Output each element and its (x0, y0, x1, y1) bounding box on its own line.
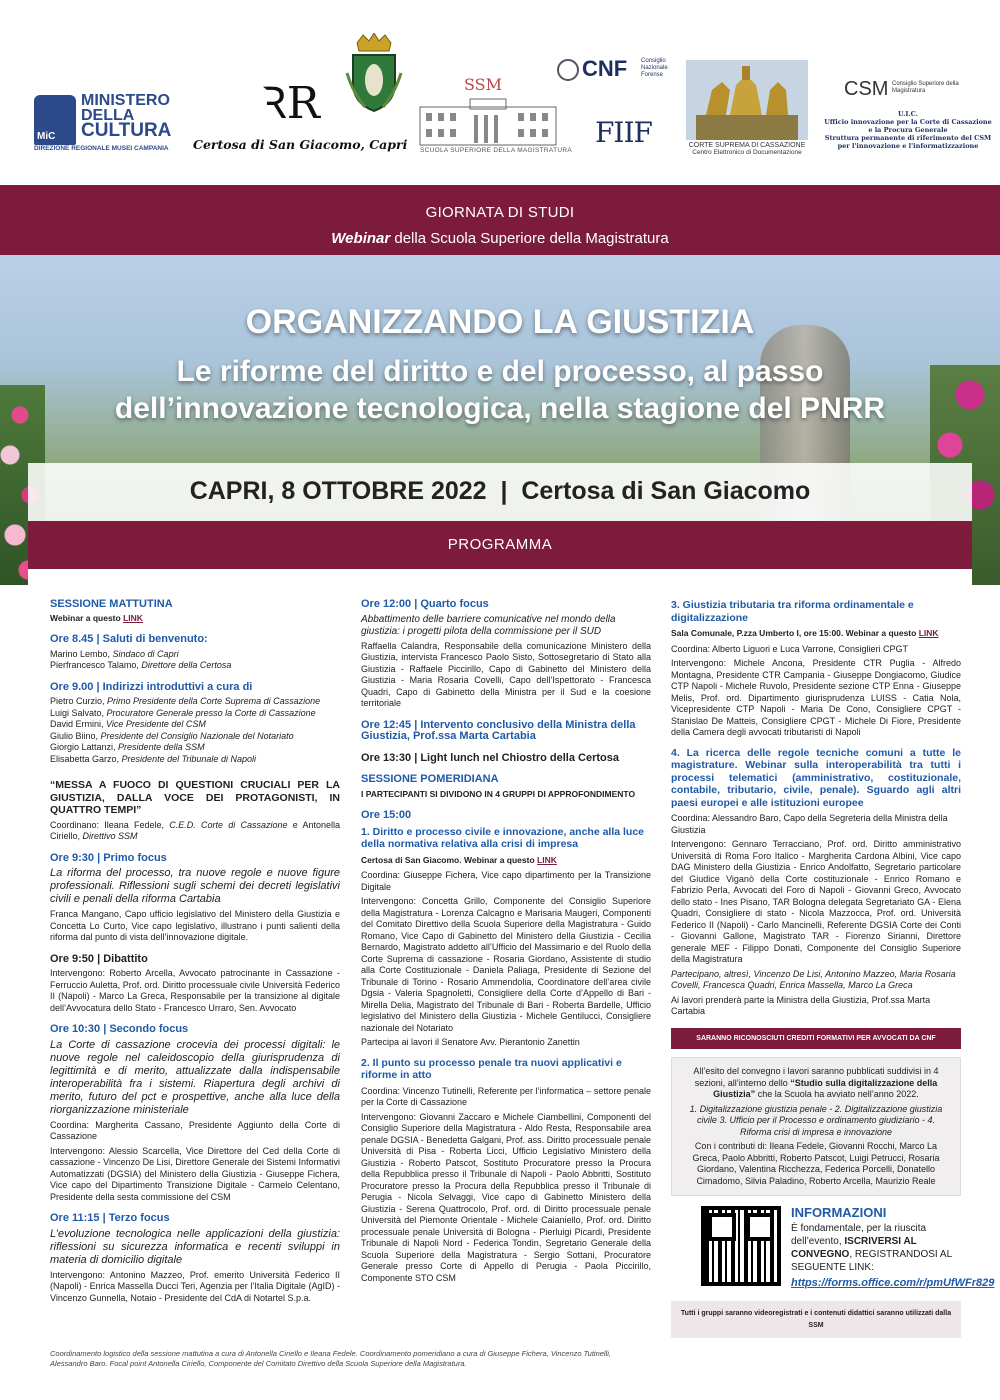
slot-heading: Ore 11:15 | Terzo focus (50, 1212, 170, 1224)
speaker-line: Luigi Salvato, Procuratore Generale presso la Corte di Cassazione (50, 707, 316, 718)
focus-title: L’evoluzione tecnologica nelle applicazioni della giustizia: riflessioni su sicurezza informatica e recenti sviluppi in materia di domicilio digitale (50, 1227, 340, 1266)
date-bar (28, 463, 972, 521)
csm-logo (818, 78, 998, 158)
cassazione-subtitle: Centro Elettronico di Documentazione (692, 149, 802, 156)
mic-line: CULTURA (81, 120, 172, 141)
registration-link[interactable]: https://forms.office.com/r/pmUfWFr829 (791, 1277, 995, 1289)
slot-heading: Ore 15:00 (361, 809, 412, 821)
certosa-monogram-icon: ꝚR (261, 78, 320, 129)
footnote: Coordinamento logistico della sessione mattutina a cura di Antonella Ciriello e Ileana Fedele. Coordinamento pomeridiano a cura di Giuseppe Fichera, Vincenzo Tutinelli, Alessandro Baro. Focal point Antonella Ciriello, Componente del Comitato Direttivo della Scuola Superiore della Magistratura. (50, 1349, 612, 1368)
column-morning (50, 599, 340, 1304)
mic-emblem-icon: MiC (34, 95, 76, 145)
ssm-title: SSM (464, 75, 503, 94)
csm-info-line: per l'innovazione e l'informatizzazione (837, 142, 979, 150)
cassazione-name: CORTE SUPREMA DI CASSAZIONE (688, 142, 806, 149)
focus-description: Raffaella Calandra, Responsabile della comunicazione Ministero della Giustizia, intervista Francesco Paolo Sisto, Sottosegretario di Stato alla Giustizia - Raffaele Piccirillo, Capo di Gabinetto del Ministero della Giustizia - Maria Rosaria Covelli, Capo dell’Ispettorato - Francesca Quadri, Capo di Gabinetto della Ministra per il Sud e la coesione territoriale (361, 640, 651, 708)
column-afternoon (671, 599, 995, 1338)
mic-logo (34, 92, 179, 155)
publication-text: All’esito del convegno i lavori saranno pubblicati suddivisi in 4 sezioni, all’interno dello “Studio sulla digitalizzazione della Giustizia” che la Scuola ha avviato nell’anno 2022. (693, 1066, 939, 1099)
csm-info-line: U.I.C. (898, 110, 918, 118)
speakers-list: Intervengono: Roberto Arcella, Avvocato patrocinante in Cassazione - Ferruccio Auletta, Prof. ord. Diritto processuale civile Università Federico II (Napoli) - Marco La Greca, Responsabile per la transizione al digitale dell’Avvocatura dello Stato - Francesco Urraro, Sen. Avvocato (50, 968, 340, 1013)
group-title: 1. Diritto e processo civile e innovazione, anche alla luce della normativa relativa alla crisi di impresa (361, 825, 645, 850)
coordinator-line: Coordina: Alessandro Baro, Capo della Segreteria della Ministra della Giustizia (671, 813, 948, 835)
webinar-link-line: Webinar a questo LINK (50, 612, 143, 623)
event-subtitle: Le riforme del diritto e del processo, al passo dell’innovazione tecnologica, nella stagione del PNRR (114, 355, 886, 425)
recording-note: Tutti i gruppi saranno videoregistrati e i contenuti didattici saranno utilizzati dalla SSM (671, 1301, 961, 1338)
ssm-logo (418, 75, 572, 160)
group-location: Sala Comunale, P.zza Umberto I, ore 15:00. Webinar a questo LINK (671, 628, 939, 638)
focus-description: Franca Mangano, Capo ufficio legislativo del Ministero della Giustizia e Concetta Lo Curto, Vice capo legislativo, illustrano i punti salienti della riforma dal punto di vista dell’innovazione digitale. (50, 909, 340, 942)
speaker-line: Pierfrancesco Talamo, Direttore della Certosa (50, 660, 232, 670)
publication-box (671, 1057, 961, 1196)
session-heading: SESSIONE POMERIDIANA (361, 773, 499, 785)
ssm-building-icon (418, 97, 558, 147)
csm-info-line: Ufficio innovazione per la Corte di Cassazione (824, 118, 992, 126)
quadriga-icon (686, 60, 808, 140)
speaker-line: Pietro Curzio, Primo Presidente della Corte Suprema di Cassazione (50, 696, 321, 706)
cassazione-logo (686, 60, 808, 160)
group-location: Certosa di San Giacomo. Webinar a questo LINK (361, 854, 557, 865)
slot-heading: Ore 8.45 | Saluti di benvenuto: (50, 633, 208, 645)
speaker-line: Marino Lembo, Sindaco di Capri (50, 648, 179, 659)
coordinator-line: Coordina: Margherita Cassano, Presidente Aggiunto della Corte di Cassazione (50, 1119, 340, 1141)
group-title: 2. Il punto su processo penale tra nuovi applicativi e riforme in atto (361, 1056, 622, 1081)
mic-line: DELLA (81, 107, 135, 124)
event-title: ORGANIZZANDO LA GIUSTIZIA (245, 303, 755, 341)
slot-heading: Ore 13:30 | Light lunch nel Chiostro della Certosa (361, 751, 619, 764)
mic-subtitle: DIREZIONE REGIONALE MUSEI CAMPANIA (34, 145, 169, 152)
coordinator-line: Coordina: Giuseppe Fichera, Vice capo dipartimento per la Transizione Digitale (361, 870, 651, 892)
info-body: È fondamentale, per la riuscita dell’evento, ISCRIVERSI AL CONVEGNO, REGISTRANDOSI AL SEGUENTE LINK: (791, 1223, 952, 1273)
programma-bar (28, 521, 972, 569)
speaker-line: Giorgio Lattanzi, Presidente della SSM (50, 742, 205, 752)
slot-heading: Ore 10:30 | Secondo focus (50, 1023, 189, 1035)
speakers-list: Intervengono: Alessio Scarcella, Vice Direttore del Ced della Corte di cassazione - Vincenzo De Lisi, Direttore Generale dei Sistemi Informativi Automatizzati (DGSIA) del Ministero della Giustizia - Giuseppe Fichera, Vice capo del Dipartimento Transizione Digitale - Carmelo Celentano, Presidente della sesta commissione del CSM (50, 1145, 340, 1202)
publication-sections: 1. Digitalizzazione giustizia penale - 2. Digitalizzazione giustizia civile 3. Ufficio per il Processo e ordinamento giudiziario - 4. Riforma crisi di impresa e innovazione (689, 1103, 943, 1137)
fiif-logo: FIIF (595, 116, 652, 149)
speaker-line: David Ermini, Vice Presidente del CSM (50, 719, 206, 729)
coordinator-line: Coordina: Vincenzo Tutinelli, Referente per l’informatica – settore penale per la Corte di Cassazione (361, 1085, 651, 1107)
credits-banner: SARANNO RICONOSCIUTI CREDITI FORMATIVI PER AVVOCATI DA CNF (671, 1028, 961, 1050)
focus-title: Abbattimento delle barriere comunicative nel mondo della giustizia: i progetti pilota della commissione per il SUD (361, 613, 616, 637)
speaker-line: Elisabetta Garzo, Presidente del Tribunale di Napoli (50, 753, 256, 764)
mic-line: MINISTERO (81, 92, 170, 109)
coordinators: Coordinano: Ileana Fedele, C.E.D. Corte di Cassazione e Antonella Ciriello, Direttivo SSM (50, 819, 340, 841)
slot-heading: Ore 9:30 | Primo focus (50, 851, 167, 864)
logo-strip (0, 0, 1000, 185)
speakers-list: Intervengono: Antonino Mazzeo, Prof. emerito Università Federico II (Napoli) - Enrica Massella Ducci Teri, Agenzia per l’Italia Digitale (AgID) - Vincenzo Gunnella, Notaio - Presidente del CdA di Notartel S.p.a. (50, 1269, 340, 1303)
csm-title: CSM (844, 78, 889, 100)
participant-note: Partecipa ai lavori il Senatore Avv. Pierantonio Zanettin (361, 1037, 580, 1047)
slot-heading: Ore 9:50 | Dibattito (50, 952, 148, 965)
coordinator-line: Coordina: Alberto Liguori e Luca Varrone, Consiglieri CPGT (671, 643, 908, 654)
session-heading: SESSIONE MATTUTINA (50, 598, 173, 610)
capri-crest-icon (345, 33, 403, 113)
webinar-link[interactable]: LINK (123, 612, 143, 623)
group-title: 4. La ricerca delle regole tecniche comuni a tutte le magistrature. Webinar sulla interoperabilità tra tutti i processi telematici (amministrativo, costituzionale, contabile, tributario, civile, penale). Sguardo agli altri paesi europei e alle istituzioni europee (671, 746, 961, 809)
csm-uic-info (818, 110, 998, 150)
info-heading: INFORMAZIONI (791, 1205, 887, 1220)
minister-note: Ai lavori prenderà parte la Ministra della Giustizia, Prof.ssa Marta Cartabia (671, 994, 931, 1016)
info-text (791, 1205, 995, 1290)
session-note: I PARTECIPANTI SI DIVIDONO IN 4 GRUPPI DI APPROFONDIMENTO (361, 788, 636, 799)
publication-contributors: Con i contributi di: Ileana Fedele, Giovanni Rocchi, Marco La Greca, Paolo Abbritti, Roberto Patscot, Luigi Petrucci, Rosaria Giordano, Valentina Ricchezza, Federica Porcelli, Donatello Cimadomo, Silvia Paladino, Roberto Arcella, Maurizio Reale (692, 1141, 940, 1186)
focus-title: La Corte di cassazione crocevia dei processi digitali: le nuove regole nel caleidoscopio della giurisprudenza di legittimità e di merito, attualizzate dalla indispensabile interoperabilità fra i sistemi. Riapertura degli archivi di merito, futuro del pct e prospettive, anche alla luce della riorganizzazione ministeriale (50, 1038, 340, 1116)
slot-heading: Ore 12:00 | Quarto focus (361, 598, 489, 610)
program-content (28, 569, 995, 1378)
webinar-line: Webinar della Scuola Superiore della Magistratura (331, 230, 669, 247)
csm-subtitle: Consiglio Superiore della Magistratura (892, 81, 959, 94)
info-section (671, 1205, 995, 1296)
speaker-line: Giulio Biino, Presidente del Consiglio Nazionale del Notariato (50, 730, 294, 741)
speakers-list: Intervengono: Michele Ancona, Presidente CTR Puglia - Alfredo Montagna, Presidente CTR Campania - Giuseppe Dongiacomo, Giudice CTP Napoli - Michele Ruvolo, Presidente sezione CTP Enna - Giuseppe Melis, Prof. ord. Dipartimento giurisprudenza LUISS - Catia Nola, Vicepresidente CTP Napoli - Maria De Cono, Consigliere CPGT - Stanislao De Matteis, Consigliere CPGT - Michele Di Fiore, Presidente della Camera degli avvocati tributaristi di Napoli (671, 658, 961, 737)
slot-heading: Ore 9.00 | Indirizzi introduttivi a cura di (50, 680, 253, 693)
header-band (0, 185, 1000, 255)
webinar-link[interactable]: LINK (918, 628, 939, 638)
programma-heading: PROGRAMMA (447, 536, 553, 553)
slot-heading: Ore 12:45 | Intervento conclusivo della Ministra della Giustizia, Prof.ssa Marta Cartabia (361, 718, 636, 742)
ssm-subtitle: SCUOLA SUPERIORE DELLA MAGISTRATURA (420, 147, 572, 154)
speakers-list: Intervengono: Giovanni Zaccaro e Michele Ciambellini, Componenti del Consiglio Superiore della Magistratura - Aldo Resta, Responsabile area penale DGSIA - Benedetta Galgani, Prof. ass. Diritto processuale penale Università di Pisa - Roberta Licci, Ufficio Legislativo Ministero della Giustizia - Roberto Patscot, Sostituto Procuratore presso la Procura della Repubblica presso il Tribunale di Napoli - Paolo Abbritti, Sostituto Procuratore presso la Procura della Repubblica presso il Tribunale di Perugia - Nicola Selvaggi, Vice capo di Gabinetto Ministero della Giustizia - Serena Quattrocolo, Prof. ord. di Diritto processuale penale Università del Piemonte Orientale - Michele Caianiello, Prof. ord. Diritto processuale penale Università di Bologna - Pierluigi Picardi, Presidente Tribunale di Napoli Nord - Federica Tondin, Segretario Generale della Scuola Superiore della Magistratura - Sergio Sottani, Procuratore Generale presso Corte di Appello di Perugia - Paola Piccirillo, Componente STO CSM (361, 1111, 651, 1283)
csm-info-line: e la Procura Generale (868, 126, 948, 134)
session-theme-quote: “MESSA A FUOCO DI QUESTIONI CRUCIALI PER LA GIUSTIZIA, DALLA VOCE DEI PROTAGONISTI, IN QUATTRO TEMPI” (50, 779, 340, 816)
event-date-location: CAPRI, 8 OTTOBRE 2022 | Certosa di San Giacomo (189, 477, 811, 505)
cnf-logo (557, 56, 675, 86)
hero-banner (0, 185, 1000, 585)
csm-info-line: Struttura permanente di riferimento del CSM (824, 134, 992, 142)
cnf-subtitle: Consiglio Nazionale Forense (641, 58, 668, 78)
group-title: 3. Giustizia tributaria tra riforma ordinamentale e digitalizzazione (671, 599, 914, 624)
event-type: GIORNATA DI STUDI (425, 204, 575, 221)
focus-title: La riforma del processo, tra nuove regole e nuove figure professionali. Riflessioni sugli schemi dei decreti legislativi civili e penali della riforma Cartabia (50, 867, 340, 905)
speakers-list: Intervengono: Concetta Grillo, Componente del Consiglio Superiore della Magistratura - Lorenza Calcagno e Marisaria Maugeri, Componenti del Comitato Direttivo della Scuola Superiore della Magistratura - Guido Romano, Vice Capo di Gabinetto del Ministero della Giustizia - Cecilia Bernardo, Magistrato addetto all’Ufficio del Massimario e del Ruolo della Corte Suprema di cassazione - Rosaria Giordano, Assistente di studio alla Corte Costituzionale - Daniela Paliaga, Presidente di Sezione del Tribunale di Torino - Rosario Ammendolia, Coordinatore dell’area civile Dgsia - Valeria Spagnoletti, Consigliere della Corte d’Appello di Bari - Mirella Delia, Magistrato del Tribunale di Bari - Roberta Bardelle, Ufficio legislativo del Ministero della Giustizia - Michele Gentilucci, Consigliere nazionale del Notariato (361, 896, 651, 1033)
cnf-title: CNF (582, 56, 628, 81)
webinar-link[interactable]: LINK (537, 854, 557, 865)
speakers-list: Intervengono: Gennaro Terracciano, Prof. ord. Diritto amministrativo Università di Roma Foro Italico - Margherita Cardona Albini, Vice capo DAG Ministero della Giustizia - Enrico Andolfatto, Segretario particolare del Giudice Viganò della Corte costituzionale - Enrico Romano e Fabrizio Perla, Avvocati del Foro di Napoli - Giovanni Greco, Avvocato dello stato - Ines Pisano, TAR Bologna delegata Segretariato GA - Elena Quadri, Consigliere di stato - Nicola Mazzocca, Prof. ord. Università Federico II (Napoli) - Carlo Mancinelli, Referente DGSIA Corte dei Conti - Giovanni Gallone, Magistrato TAR - Fiorenzo Sirianni, Direttore generale MEF - Filippo Donati, Componente del Consiglio Superiore della Magistratura (671, 839, 961, 964)
cnf-emblem-icon (557, 59, 579, 81)
qr-code-icon[interactable] (701, 1206, 781, 1286)
certosa-name: Certosa di San Giacomo, Capri (193, 137, 408, 152)
participant-note: Partecipano, altresì, Vincenzo De Lisi, Antonino Mazzeo, Maria Rosaria Covelli, Francesca Quadri, Enrica Massella, Marco La Greca (671, 968, 956, 990)
column-midday (361, 599, 651, 1284)
